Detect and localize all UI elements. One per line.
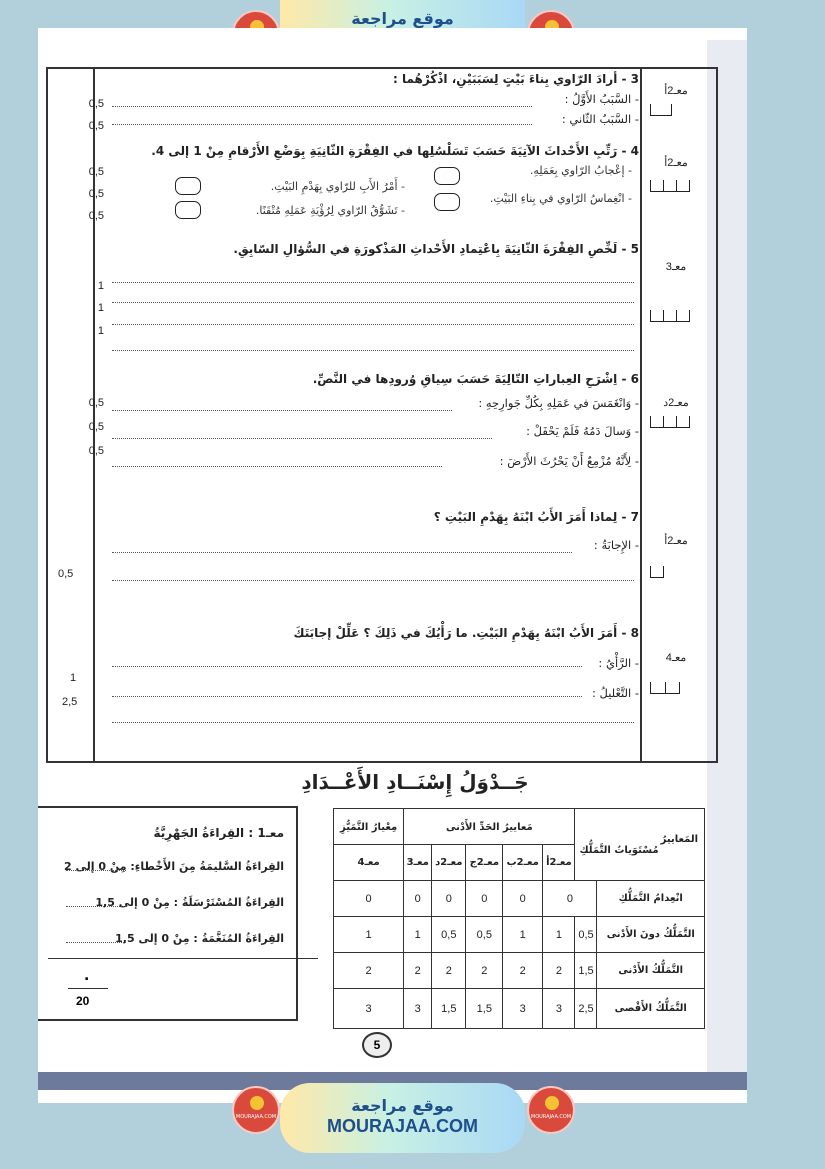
q4-item-3: - انْغِماسُ الرّاوي في بِناءِ البَيْتِ. [489,192,632,205]
question-3: 3 - أرادَ الرّاوي بِناءَ بَيْتٍ لِسَبَبَيْنِ، اذْكُرْهُما : [392,72,639,86]
col-header: معـ2أ [543,845,575,881]
answer-line[interactable] [112,666,582,667]
table-cell: 3 [503,989,543,1029]
points: 1 [97,325,104,337]
table-cell: 2 [503,953,543,989]
table-cell: 1,5 [466,989,503,1029]
site-logo-left: MOURAJAA.COM [232,1086,280,1134]
col-header: معـ4 [334,845,404,881]
score-line[interactable] [66,942,126,943]
table-cell: 1,5 [432,989,466,1029]
answer-line[interactable] [112,124,532,125]
table-cell: 0 [503,881,543,917]
table-cell: 2 [432,953,466,989]
q3-reason-1: - السَّبَبُ الأَوَّلُ : [564,92,639,106]
row-label: انْعِدامُ التَّمَلُّكِ [597,881,705,917]
q6-item-2: - وَسالَ دَمُهُ فَلَمْ يَحْفَلْ : [526,424,639,438]
points: 0,5 [88,166,104,178]
table-cell: 3 [334,989,404,1029]
q6-item-3: - لِأَنَّهُ مُزْمِعٌ أَنْ يَحْرُثَ الأَرْضَ : [499,454,639,468]
reading-criterion-3: القِراءَةُ المُنَغَّمَةُ : مِنْ 0 إلى 1,5 [115,932,284,945]
points: 0,5 [88,188,104,200]
table-cell: 2 [334,953,404,989]
score-total: 20 [76,994,90,1008]
grade-boxes[interactable] [650,310,690,322]
criterion-label: معـ2أ [664,157,688,169]
points: 2,5 [62,696,78,708]
table-cell: 0 [543,881,597,917]
answer-line[interactable] [112,580,634,581]
table-cell: 0,5 [575,917,597,953]
col-header: معـ3 [404,845,432,881]
divider [48,958,318,959]
question-7: 7 - لِماذا أَمَرَ الأَبُ ابْنَهُ بِهَدْمِ البَيْتِ ؟ [433,510,639,524]
grade-boxes[interactable] [650,416,690,428]
score-line[interactable] [66,906,126,907]
table-cell: 0 [432,881,466,917]
answer-line[interactable] [112,324,634,325]
score-dot: . [84,968,90,984]
page-number: 5 [362,1032,392,1058]
reading-grade-box [38,806,298,1021]
site-banner-bottom[interactable] [280,1083,525,1153]
criteria-column-divider [640,67,642,763]
question-8: 8 - أَمَرَ الأَبُ ابْنَهُ بِهَدْمِ البَيْتِ. ما رَأْيُكَ في ذَلِكَ ؟ عَلِّلْ إجابَتَكَ [293,626,639,640]
table-cell: 1 [404,917,432,953]
points: 0,5 [58,568,74,580]
row-label: التَّمَلُّكُ دونَ الأَدْنى [597,917,705,953]
answer-line[interactable] [112,282,634,283]
col-header: معـ2ج [466,845,503,881]
points: 0,5 [88,120,104,132]
table-cell: 1 [543,917,575,953]
table-cell: 1 [334,917,404,953]
points: 0,5 [88,445,104,457]
minimum-header: مَعاييرُ الحَدِّ الأَدْنى [404,809,575,845]
table-cell: 2,5 [575,989,597,1029]
answer-line[interactable] [112,722,634,723]
q3-reason-2: - السَّبَبُ الثّاني : [561,112,639,126]
q4-item-1: - إعْجابُ الرّاوي بِعَمَلِهِ. [529,164,632,177]
table-cell: 3 [543,989,575,1029]
site-name-ar: موقع مراجعة [351,9,454,28]
points: 0,5 [88,397,104,409]
grading-table [333,808,705,1029]
grade-boxes[interactable] [650,566,664,578]
criterion-label: معـ4 [665,652,687,664]
points: 0,5 [88,421,104,433]
rank-box[interactable] [434,167,460,185]
points: 1 [70,672,77,684]
criterion-label: معـ2د [663,397,689,409]
site-logo-right: MOURAJAA.COM [527,1086,575,1134]
score-line[interactable] [66,870,126,871]
q8-reason-label: - التَّعْليلُ : [591,686,639,700]
q4-item-2: - أَمْرُ الأَبِ للرّاوي بِهَدْمِ البَيْتِ. [270,180,405,193]
table-cell: 0,5 [466,917,503,953]
site-name-ar: موقع مراجعة [351,1096,454,1115]
answer-line[interactable] [112,106,532,107]
criteria-levels-header: المَعاييرُ مُسْتَوَياتُ التَّمَلُّكِ [575,809,705,881]
points: 1 [97,302,104,314]
excellence-header: مِعْيارُ التَّمَيُّزِ [334,809,404,845]
q6-item-1: - وَانْغَمَسَ في عَمَلِهِ بِكُلِّ جَوارِحِهِ : [478,396,639,410]
table-cell: 2 [543,953,575,989]
question-4: 4 - رَتِّبِ الأَحْداثَ الآتِيَةَ حَسَبَ تَسَلْسُلِها في الفِقْرَةِ الثّانِيَةِ بِوَضْعِ الأَرْقامِ مِنْ 1 إلى 4. [151,144,639,158]
rank-box[interactable] [434,193,460,211]
reading-heading: معـ1 : القِراءَةُ الجَهْرِيَّةُ [153,826,284,840]
answer-line[interactable] [112,438,492,439]
q8-opinion-label: - الرَّأْيُ : [598,656,639,670]
points: 0,5 [88,210,104,222]
col-header: معـ2ب [503,845,543,881]
row-label: التَّمَلُّكُ الأَدْنى [597,953,705,989]
grade-boxes[interactable] [650,180,690,192]
col-header: معـ2د [432,845,466,881]
answer-line[interactable] [112,302,634,303]
criterion-label: معـ2أ [664,535,688,547]
table-cell: 0,5 [432,917,466,953]
grading-table-title: جَــدْوَلُ إِسْنَــادِ الأَعْــدَادِ [301,770,529,794]
table-cell: 2 [404,953,432,989]
q4-item-4: - تَشَوُّقُ الرّاوي لِرُؤْيَةِ عَمَلِهِ مُتْقَنًا. [255,204,405,217]
table-cell: 0 [466,881,503,917]
answer-line[interactable] [112,552,572,553]
grade-boxes[interactable] [650,682,680,694]
grade-boxes[interactable] [650,104,672,116]
question-5: 5 - لَخِّصِ الفِقْرَةَ الثّانِيَةَ بِاعْتِمادِ الأَحْداثِ المَذْكورَةِ في السُّؤالِ السّابِقِ. [233,242,639,256]
points: 0,5 [88,98,104,110]
fraction-bar [68,988,108,989]
table-cell: 1 [503,917,543,953]
reading-criterion-2: القِراءَةُ المُسْتَرْسَلَةُ : مِنْ 0 إلى 1,5 [95,896,284,909]
answer-line[interactable] [112,696,582,697]
table-cell: 1,5 [575,953,597,989]
rank-box[interactable] [175,177,201,195]
table-cell: 0 [404,881,432,917]
site-name-en[interactable]: MOURAJAA.COM [327,1116,478,1136]
reading-criterion-1: القِراءَةُ السَّليمَةُ مِنَ الأَخْطاءِ: مِنْ 0 إلى 2 [63,860,284,873]
table-cell: 2 [466,953,503,989]
table-cell: 0 [334,881,404,917]
question-6: 6 - اِشْرَحِ العِباراتِ التّالِيَةَ حَسَبَ سِياقِ وُرودِها في النَّصِّ. [312,372,639,386]
q7-answer-label: - الإِجابَةُ : [593,538,639,552]
points: 1 [97,280,104,292]
row-label: التَّمَلُّكُ الأَقْصى [597,989,705,1029]
criterion-label: معـ2أ [664,85,688,97]
criterion-label: معـ3 [665,261,687,273]
table-cell: 3 [404,989,432,1029]
answer-line[interactable] [112,466,442,467]
answer-line[interactable] [112,350,634,351]
rank-box[interactable] [175,201,201,219]
answer-line[interactable] [112,410,452,411]
